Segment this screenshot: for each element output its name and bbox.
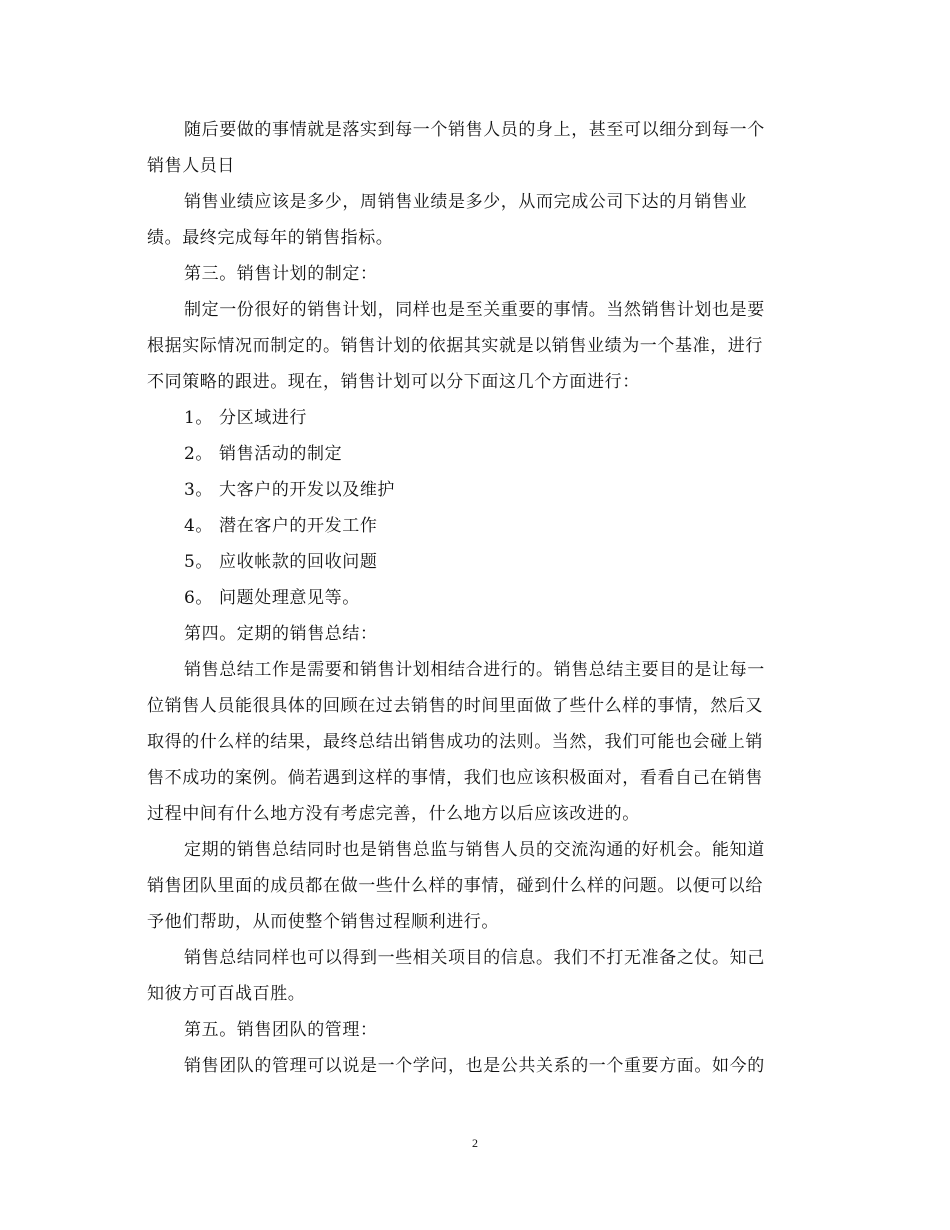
text-line: 予他们帮助，从而使整个销售过程顺利进行。 xyxy=(147,912,499,932)
text-line: 销售总结同样也可以得到一些相关项目的信息。我们不打无准备之仗。知己 xyxy=(184,948,765,968)
list-item: 3。 大客户的开发以及维护 xyxy=(184,480,396,500)
text-line: 售不成功的案例。倘若遇到这样的事情，我们也应该积极面对，看看自己在销售 xyxy=(147,768,763,788)
text-line: 销售人员日 xyxy=(147,156,235,176)
text-line: 随后要做的事情就是落实到每一个销售人员的身上，甚至可以细分到每一个 xyxy=(184,120,765,140)
text-line: 销售团队里面的成员都在做一些什么样的事情，碰到什么样的问题。以便可以给 xyxy=(147,876,763,896)
list-item: 2。 销售活动的制定 xyxy=(184,444,343,464)
text-line: 定期的销售总结同时也是销售总监与销售人员的交流沟通的好机会。能知道 xyxy=(184,840,765,860)
section-heading: 第三。销售计划的制定： xyxy=(184,264,378,284)
text-line: 不同策略的跟进。现在，销售计划可以分下面这几个方面进行： xyxy=(147,372,640,392)
list-item: 5。 应收帐款的回收问题 xyxy=(184,552,378,572)
text-line: 绩。最终完成每年的销售指标。 xyxy=(147,228,394,248)
text-line: 知彼方可百战百胜。 xyxy=(147,984,306,1004)
page-number: 2 xyxy=(472,1136,478,1150)
text-line: 根据实际情况而制定的。销售计划的依据其实就是以销售业绩为一个基准，进行 xyxy=(147,336,763,356)
text-line: 位销售人员能很具体的回顾在过去销售的时间里面做了些什么样的事情，然后又 xyxy=(147,696,763,716)
text-line: 销售业绩应该是多少，周销售业绩是多少，从而完成公司下达的月销售业 xyxy=(184,192,748,212)
document-body xyxy=(147,112,807,1084)
list-item: 6。 问题处理意见等。 xyxy=(184,588,360,608)
section-heading: 第四。定期的销售总结： xyxy=(184,624,378,644)
list-item: 1。 分区域进行 xyxy=(184,408,308,428)
section-heading: 第五。销售团队的管理： xyxy=(184,1020,378,1040)
text-line: 过程中间有什么地方没有考虑完善，什么地方以后应该改进的。 xyxy=(147,804,640,824)
text-line: 取得的什么样的结果，最终总结出销售成功的法则。当然，我们可能也会碰上销 xyxy=(147,732,763,752)
list-item: 4。 潜在客户的开发工作 xyxy=(184,516,378,536)
text-line: 销售总结工作是需要和销售计划相结合进行的。销售总结主要目的是让每一 xyxy=(184,660,765,680)
text-line: 销售团队的管理可以说是一个学问，也是公共关系的一个重要方面。如今的 xyxy=(184,1056,765,1076)
text-line: 制定一份很好的销售计划，同样也是至关重要的事情。当然销售计划也是要 xyxy=(184,300,765,320)
